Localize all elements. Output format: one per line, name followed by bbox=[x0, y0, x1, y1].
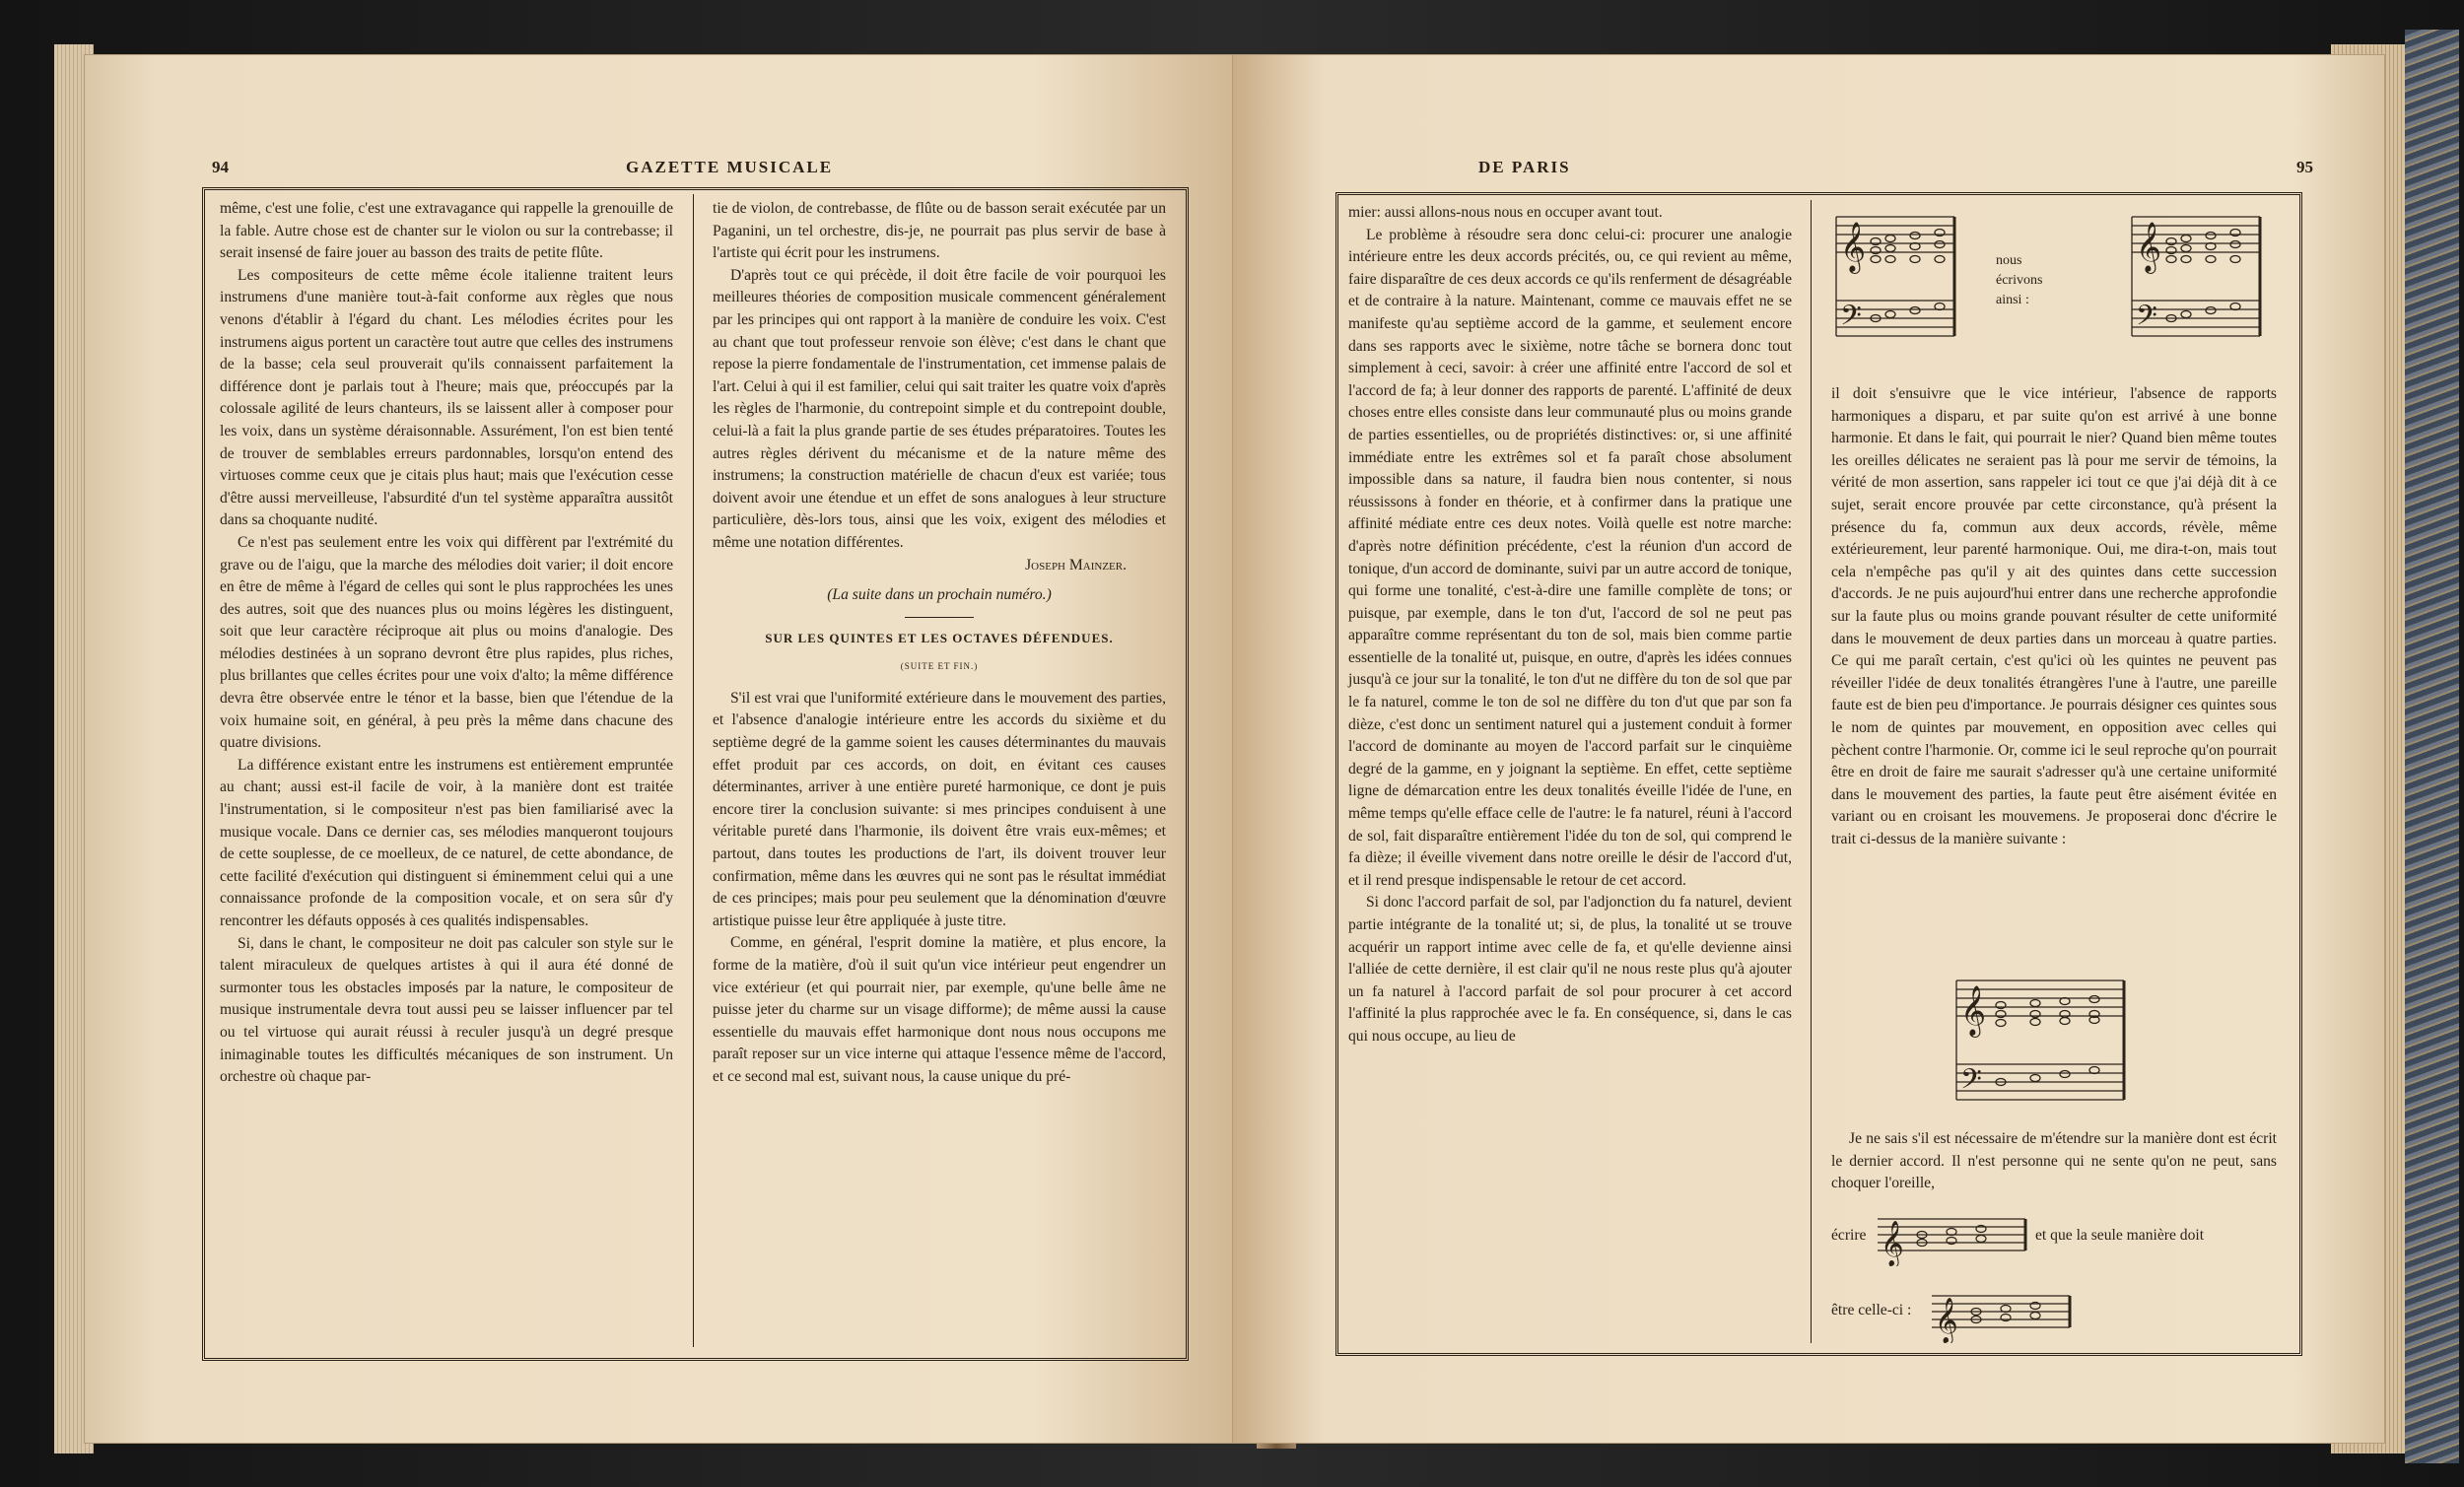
note-head bbox=[1871, 256, 1881, 263]
etre-label: être celle-ci : bbox=[1831, 1302, 1912, 1318]
music-example-middle bbox=[1951, 966, 2134, 1128]
note-head bbox=[2030, 1075, 2040, 1082]
note-head bbox=[1885, 311, 1895, 318]
paragraph: même, c'est une folie, c'est une extravagance qui rappelle la grenouille de la fable. Autre chose est de chanter sur le violon ou sur la contrebasse; il serait insensé de faire jouer au basson des traits de petite flûte. bbox=[220, 200, 673, 262]
clef-icon: 𝄢 bbox=[1840, 300, 1862, 339]
note-head bbox=[1885, 236, 1895, 242]
paragraph: Si, dans le chant, le compositeur ne doit pas calculer son style sur le talent miraculeux de quelques artistes à qui il aura été donné de surmonter tous les obstacles imposés par la nature, le compositeur de musique instrumentale devra tout aussi peu se laisser influencer par tel ou tel virtuose qui aurait réussi à reculer jusqu'à un degré presque inimaginable toutes les difficultés mécaniques de son instrument. Un orchestre où chaque par- bbox=[220, 934, 673, 1086]
clef-icon: 𝄢 bbox=[2136, 300, 2157, 339]
right-column-1 bbox=[1348, 202, 1792, 1048]
ecrire-label: écrire bbox=[1831, 1227, 1867, 1244]
note-head bbox=[2181, 256, 2191, 263]
paragraph: il doit s'ensuivre que le vice intérieur, l'absence de rapports harmoniques a disparu, et par suite qu'on est arrivé à une bonne harmonie. Et dans le fait, qui pourrait le nier? Quand bien même toutes les oreilles délicates ne seraient pas là pour me servir de témoins, la vérité de mon assertion, sans rappeler ici tout ce que j'ai déjà dit à ce sujet, serait encore prouvée par cette circonstance, qu'à présent la présence du fa, commun aux deux accords, révèle, même extérieurement, leur parenté harmonique. Oui, me dira-t-on, mais tout cela n'empêche pas qu'il y ait des quintes dans cette succession d'accords. Je ne puis aujourd'hui entrer dans une recherche approfondie sur la faute plus ou moins grande pouvant résulter de cette uniformité dans le mouvement de deux parties dans un morceau à quatre parties. Ce qui me paraît certain, c'est qu'ici où les quintes ne peuvent pas réveiller l'idée de deux tonalités étrangères l'une à l'autre, une pareille faute est de bien peu d'importance. Je pourrais désigner ces quintes sous le nom de quintes par mouvement, en opposition avec celles qui pèchent contre l'harmonie. Or, comme ici le seul reproche qu'on pourrait être en droit de faire me saurait s'adresser qu'à une certaine uniformité dans le mouvement des parties, la faute peut être aisément évitée en variant ou en croisant les mouvemens. Je proposerai donc d'écrire le trait ci-dessus de la manière suivante : bbox=[1831, 385, 2277, 847]
section-subtitle: (SUITE ET FIN.) bbox=[900, 661, 979, 672]
note-head bbox=[1935, 256, 1945, 263]
note-head bbox=[2181, 245, 2191, 252]
paragraph: Ce n'est pas seulement entre les voix qui diffèrent par l'extrémité du grave ou de l'aigu, que la marche des mélodies doit varier; il doit encore en être de même à l'égard de celles qui sont le plus rapprochées les unes des autres, soit que des nuances plus ou moins légères les distinguent, soit que leur caractère réciproque ait plus ou moins d'analogie. Des mélodies destinées à un soprano devront être plus rapides, plus riches, plus brillantes que celles écrites pour une voix d'alto; la même différence devra être observée entre le ténor et la basse, bien que l'étendue de la voix humaine soit, en général, à peu près la même dans chacune des quatre divisions. bbox=[220, 533, 673, 752]
column-rule-left bbox=[693, 194, 694, 1347]
music-example-small-1 bbox=[1873, 1207, 2030, 1266]
music-example-small-2 bbox=[1927, 1284, 2075, 1343]
note-head bbox=[1976, 1236, 1986, 1243]
column-rule-right bbox=[1811, 200, 1812, 1343]
music-caption: nous écrivons ainsi : bbox=[1996, 253, 2043, 307]
right-column-2 bbox=[1831, 383, 2277, 850]
open-book bbox=[54, 30, 2430, 1463]
marbled-cover bbox=[2405, 30, 2459, 1463]
section-title: SUR LES QUINTES ET LES OCTAVES DÉFENDUES. bbox=[765, 630, 1114, 645]
paragraph: Les compositeurs de cette même école italienne traitent leurs instrumens d'une manière tout-à-fait conforme aux règles que nous venons d'établir à l'égard du chant. Les mélodies écrites pour les instrumens aigus portent un caractère tout autre que celles des instrumens de la basse; cela seul prouverait qu'ils connaissent parfaitement la différence dont je parlais tout à l'heure; mais que, préoccupés par la colossale agilité de leurs chanteurs, ils se laissent aller à composer pour les voix, dans un système déraisonnable. Assurément, l'on est bien tenté de trouver de semblables erreurs pardonnables, lorsqu'on entend des virtuoses comme ceux que je citais plus haut; mais que l'exécution cesse d'être aussi merveilleuse, l'absurdité d'un tel système apparaîtra aussitôt dans sa choquante nudité. bbox=[220, 266, 673, 529]
clef-icon: 𝄞 bbox=[1935, 1298, 1958, 1343]
note-head bbox=[1996, 1020, 2006, 1027]
clef-icon: 𝄞 bbox=[1881, 1221, 1904, 1266]
note-head bbox=[1885, 245, 1895, 252]
paragraph: mier: aussi allons-nous nous en occuper avant tout. bbox=[1348, 204, 1663, 221]
paragraph: S'il est vrai que l'uniformité extérieure dans le mouvement des parties, et l'absence d'analogie intérieure entre les accords du sixième et du septième degré de la gamme soient les causes déterminantes du mauvais effet produit par ces accords, on doit, en évitant ces causes déterminantes, arriver à une entière pureté harmonique, ce dont je puis encore tirer la conclusion suivante: si mes principes conduisent à une véritable pureté dans l'harmonie, ils doivent être vrais eux-mêmes; et partout, dans toutes les productions de l'art, ils doivent trouver leur confirmation, même dans les œuvres qui ne sont pas le résultat immédiat de ces principes; mais pour peu seulement que la dénomination d'œuvre artistique puisse leur être appliquée à juste titre. bbox=[713, 689, 1166, 929]
note-head bbox=[2030, 1313, 2040, 1319]
clef-icon: 𝄞 bbox=[1960, 985, 1987, 1036]
note-head bbox=[2060, 1018, 2070, 1025]
note-head bbox=[1885, 256, 1895, 263]
running-head-left: GAZETTE MUSICALE bbox=[626, 158, 834, 176]
note-head bbox=[2206, 256, 2216, 263]
note-head bbox=[2230, 256, 2240, 263]
paragraph: D'après tout ce qui précède, il doit être facile de voir pourquoi les meilleures théories de composition musicale commencent généralement par les principes qui ont rapport à la manière de conduire les voix. C'est au chant que tout professeur renvoie son élève; c'est dans le chant que repose la pierre fondamentale de l'instrumentation, cet immense palais de l'art. Celui à qui il est familier, celui qui sait traiter les quatre voix d'après les règles de l'harmonie, du contrepoint simple et du contrepoint double, celui-là a fait la plus grande partie de ses études préparatoires. Toutes les autres règles dérivent du mécanisme et de la nature même des instrumens; la construction matérielle de chacun d'eux est variée; tous doivent avoir une étendue et un effet de sons analogues à leur structure particulière, dès-lors tous, ainsi que les voix, exigent des mélodies et même une notation différentes. bbox=[713, 266, 1166, 551]
note-head bbox=[2230, 241, 2240, 248]
note-head bbox=[2206, 233, 2216, 239]
ecrire-after-label: et que la seule manière doit bbox=[2035, 1227, 2205, 1244]
note-head bbox=[2030, 1019, 2040, 1026]
right-column-2-end bbox=[1831, 1128, 2277, 1195]
page-number-left: 94 bbox=[212, 158, 229, 176]
paragraph: Je ne sais s'il est nécessaire de m'étendre sur la manière dont est écrit le dernier accord. Il n'est personne qui ne sente qu'on ne peut, sans choquer l'oreille, bbox=[1831, 1130, 2277, 1192]
note-head bbox=[2060, 1071, 2070, 1078]
paragraph: Comme, en général, l'esprit domine la matière, et plus encore, la forme de la matière, d'où il suit qu'un vice intérieur peut engendrer un vice extérieur (et qui pourrait nier, par exemple, qu'une belle âme ne puisse jeter du charme sur un visage difforme); de même aussi la cause essentielle du mauvais effet harmonique dont nous nous occupons me paraît reposer sur un vice interne qui attaque l'essence même de l'accord, et ce second mal est, suivant nous, la cause unique du pré- bbox=[713, 934, 1166, 1085]
paragraph: tie de violon, de contrebasse, de flûte ou de basson serait exécutée par un Paganini, un tel orchestre, dis-je, ne pourrait pas plus servir de base à l'artiste qui écrit pour les instrumens. bbox=[713, 200, 1166, 262]
note-head bbox=[2206, 307, 2216, 314]
page-number-right: 95 bbox=[2296, 158, 2313, 176]
right-page bbox=[1232, 54, 2385, 1444]
note-head bbox=[1910, 256, 1920, 263]
left-column-2 bbox=[713, 198, 1166, 1089]
clef-icon: 𝄞 bbox=[2136, 222, 2162, 272]
note-head bbox=[1910, 307, 1920, 314]
note-head bbox=[2181, 236, 2191, 242]
note-head bbox=[2089, 996, 2099, 1003]
paragraph: Le problème à résoudre sera donc celui-ci: procurer une analogie intérieure entre les deux accords précités, ou, ce qui revient au même, faire disparaître de ces deux accords ce qu'ils renferment de désagréable et de contraire à la nature. Maintenant, comme ce mauvais effet ne se manifeste qu'au septième accord de la gamme, et seulement encore dans ses rapports avec le sixième, notre tâche se bornera donc tout simplement à ceci, savoir: à créer une affinité entre l'accord de sol et l'accord de fa; à leur donner des rapports de parenté. L'affinité de deux choses entre elles consiste dans leur communauté plus ou moins grande de parties essentielles, ou de propriétés distinctives: or, si une affinité immédiate entre les extrêmes sol et fa paraît chose absolument impossible dans sa nature, il faudra bien nous contenter, si nous réussissons à fonder en théorie, et à confirmer dans la pratique une affinité médiate entre ces deux notes. Voilà quelle est notre marche: d'après notre définition précédente, c'est la réunion d'un accord de tonique, d'un accord de dominante, suivi par un autre accord de tonique, qui forme une tonalité, c'est-à-dire une famille complète de tons; or puisque, par exemple, dans le ton d'ut, l'accord de sol ne peut pas apparaître comme représentant du ton de sol, mais bien comme partie essentielle de la tonalité ut, puisque, en outre, d'après les idées connues jusqu'à ce jour sur la tonalité, le ton d'ut ne diffère du ton de sol que par le fa naturel, comme le ton de sol ne diffère du ton d'ut que par son fa dièze, c'est donc un sentiment naturel qui a justement conduit à former l'accord de dominante au moyen de l'accord parfait sur le cinquième degré de la gamme, en y joignant la septième. En effet, cette septième ligne de démarcation entre les deux tonalités éveille l'idée de l'une, en même temps qu'elle efface celle de l'autre: le fa naturel, réuni à l'accord de sol, fait disparaître entièrement l'idée du ton de sol, qui comprend le fa dièze; il éveille vivement dans notre oreille le désir de l'accord d'ut, et il rend presque indispensable le retour de cet accord. bbox=[1348, 226, 1792, 889]
running-head-right: DE PARIS bbox=[1478, 158, 1571, 176]
paragraph: Si donc l'accord parfait de sol, par l'adjonction du fa naturel, devient partie intégrante de la tonalité ut; si, de plus, la tonalité ut se trouve acquérir un rapport intime avec celle de fa, et qu'elle devienne ainsi l'alliée de cette dernière, il est clair qu'il ne nous reste plus qu'à ajouter un fa naturel à l'accord parfait de sol pour procurer à cet accord l'affinité la plus rapprochée avec le fa. En conséquence, si, dans le cas qui nous occupe, au lieu de bbox=[1348, 894, 1792, 1045]
continuation-note: (La suite dans un prochain numéro.) bbox=[827, 586, 1052, 604]
note-head bbox=[2030, 1000, 2040, 1007]
divider bbox=[905, 617, 974, 618]
note-head bbox=[1910, 233, 1920, 239]
left-column-1 bbox=[220, 198, 673, 1089]
note-head bbox=[1935, 241, 1945, 248]
left-page bbox=[84, 54, 1271, 1444]
clef-icon: 𝄞 bbox=[1840, 222, 1867, 272]
note-head bbox=[2166, 256, 2176, 263]
note-head bbox=[2181, 311, 2191, 318]
clef-icon: 𝄢 bbox=[1960, 1063, 1982, 1103]
signature: Joseph Mainzer. bbox=[1025, 556, 1127, 574]
paragraph: La différence existant entre les instrumens est entièrement empruntée au chant; aussi est-il facile de voir, à la manière dont est traitée l'instrumentation, si le compositeur n'est pas bien familiarisé avec la musique vocale. Dans ce dernier cas, ses mélodies manqueront toujours de cette souplesse, de ce moelleux, de ce naturel, de cette abondance, de cette facilité d'exécution qui distinguent si éminemment celui qui a une connaissance profonde de la composition vocale, et on sera sûr d'y rencontrer les défauts opposés à ces qualités indispensables. bbox=[220, 756, 673, 929]
